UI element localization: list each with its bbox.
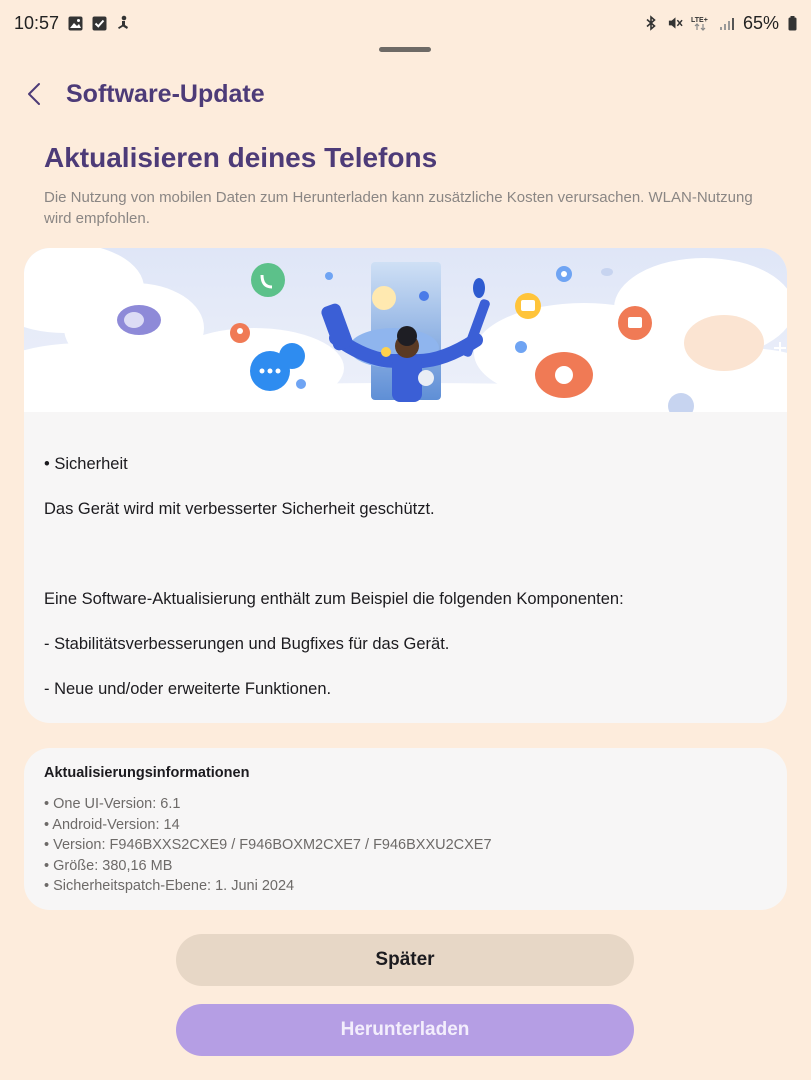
status-left (14, 13, 131, 34)
download-size: • Größe: 380,16 MB (44, 857, 173, 874)
app-header (24, 74, 265, 114)
status-bar (0, 0, 811, 46)
update-info-list (44, 794, 767, 897)
battery-percentage: 65% (742, 12, 779, 33)
battery-icon (787, 15, 797, 31)
drag-handle[interactable] (379, 47, 431, 52)
release-notes-text (24, 412, 787, 723)
update-info-title: Aktualisierungsinformationen (44, 765, 250, 781)
later-button[interactable]: Später (176, 934, 634, 986)
header-title: Software-Update (66, 79, 265, 108)
security-description: Das Gerät wird mit verbesserter Sicherheit geschützt. (44, 499, 435, 518)
status-time: 10:57 (14, 12, 60, 33)
release-notes-card (24, 248, 787, 723)
component-item: - Neue und/oder erweiterte Funktionen. (44, 679, 332, 698)
lte-icon (691, 15, 711, 31)
component-item: - Stabilitätsverbesserungen und Bugfixes für das Gerät. (44, 634, 450, 653)
data-usage-note: Die Nutzung von mobilen Daten zum Herunterladen kann zusätzliche Kosten verursachen. WLAN-Nutzung wird empfohlen. (44, 189, 753, 227)
back-button[interactable] (24, 79, 44, 109)
component-item (44, 723, 767, 724)
spacer (44, 543, 767, 566)
download-button[interactable]: Herunterladen (176, 1004, 634, 1056)
signal-icon (719, 15, 735, 31)
chevron-left-icon (27, 82, 41, 106)
mute-icon (667, 15, 683, 31)
build-version: • Version: F946BXXS2CXE9 / F946BOXM2CXE7 / F946BXXU2CXE7 (44, 837, 492, 853)
svg-text:LTE+: LTE+ (690, 17, 708, 24)
components-intro: Eine Software-Aktualisierung enthält zum Beispiel die folgenden Komponenten: (44, 589, 624, 608)
update-illustration (24, 248, 787, 412)
page-title: Aktualisieren deines Telefons (44, 142, 438, 173)
update-info-card (24, 748, 787, 910)
checkbox-icon (91, 15, 107, 31)
security-heading: • Sicherheit (44, 454, 128, 473)
security-patch-level: • Sicherheitspatch-Ebene: 1. Juni 2024 (44, 878, 295, 894)
accessibility-icon (115, 15, 131, 31)
status-right (643, 13, 797, 34)
gallery-icon (67, 15, 83, 31)
one-ui-version: • One UI-Version: 6.1 (44, 796, 181, 812)
bluetooth-icon (643, 15, 659, 31)
android-version: • Android-Version: 14 (44, 816, 180, 833)
